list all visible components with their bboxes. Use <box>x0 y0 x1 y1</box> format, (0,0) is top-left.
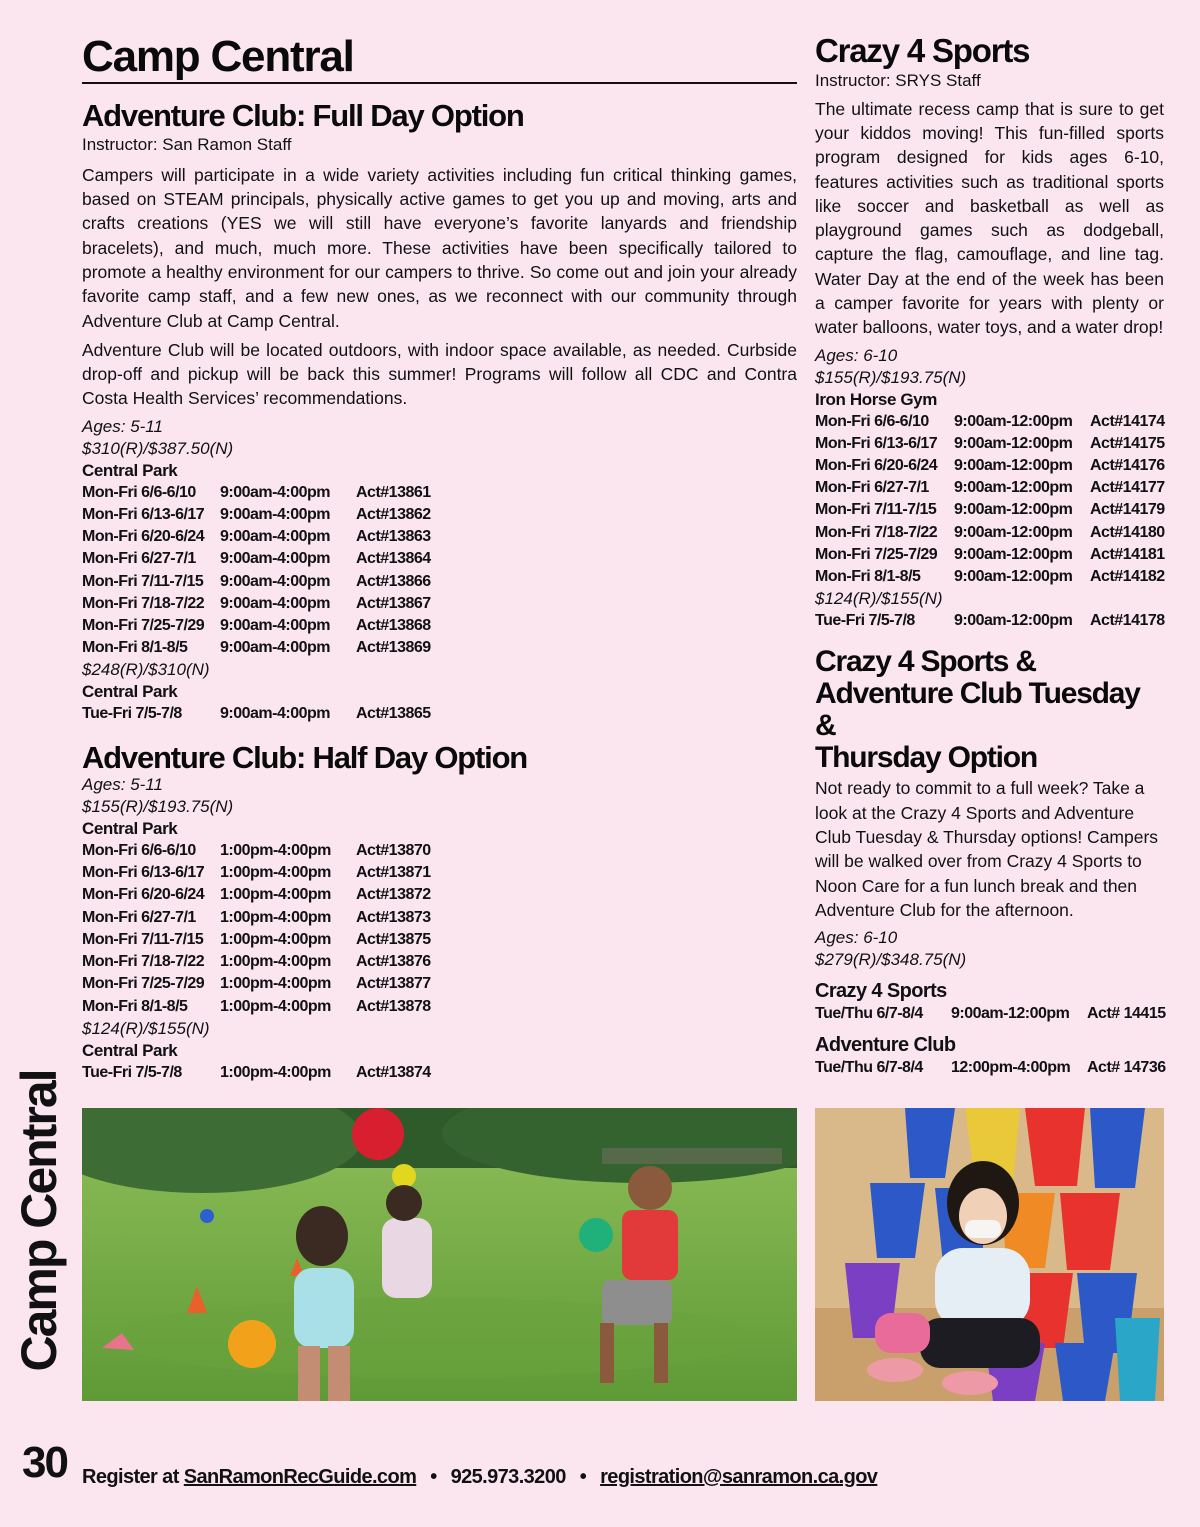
footer-bullet: • <box>579 1466 587 1488</box>
crazy-sports-description: The ultimate recess camp that is sure to get your kiddos moving! This fun-filled sports program designed for kids ages 6-10, features activities such as traditional sports like soccer and basketball as well as playground games such as dodgeball, capture the flag, camouflage, and line tag. Water Day at the end of the week has been a camper favorite for years with plenty or water balloons, water toys, and a water drop! <box>815 98 1164 338</box>
half-day-title: Adventure Club: Half Day Option <box>82 739 528 775</box>
schedule-row: Mon-Fri 7/18-7/22 1:00pm-4:00pm Act#13876 <box>82 953 431 971</box>
schedule-row: Mon-Fri 7/25-7/29 9:00am-4:00pm Act#13868 <box>82 616 431 634</box>
schedule-row: Mon-Fri 7/18-7/22 9:00am-4:00pm Act#13867 <box>82 594 431 612</box>
schedule-row: Mon-Fri 6/6-6/10 9:00am-12:00pm Act#14174 <box>815 412 1165 430</box>
half-day-ages: Ages: 5-11 <box>82 775 163 795</box>
cups-stacking-photo <box>815 1108 1164 1401</box>
combo-title-line: Adventure Club Tuesday & <box>815 677 1140 743</box>
combo-title-line: Crazy 4 Sports & <box>815 645 1036 679</box>
schedule-row: Mon-Fri 7/11-7/15 9:00am-4:00pm Act#13866 <box>82 572 431 590</box>
schedule-row: Mon-Fri 6/20-6/24 1:00pm-4:00pm Act#13872 <box>82 886 431 904</box>
crazy-sports-location: Iron Horse Gym <box>815 389 937 409</box>
schedule-row: Mon-Fri 6/20-6/24 9:00am-12:00pm Act#14176 <box>815 457 1165 475</box>
schedule-row: Mon-Fri 6/20-6/24 9:00am-4:00pm Act#13863 <box>82 528 431 546</box>
crazy-sports-ages: Ages: 6-10 <box>815 345 898 365</box>
half-day-price: $155(R)/$193.75(N) <box>82 797 234 817</box>
schedule-row: Mon-Fri 7/18-7/22 9:00am-12:00pm Act#14180 <box>815 523 1165 541</box>
footer-register-label: Register at <box>82 1466 179 1488</box>
footer-bullet: • <box>430 1466 437 1488</box>
schedule-row: Mon-Fri 6/27-7/1 9:00am-12:00pm Act#14177 <box>815 479 1165 497</box>
half-day-location: Central Park <box>82 819 178 839</box>
full-day-instructor: Instructor: San Ramon Staff <box>82 134 292 154</box>
full-day-short-price: $248(R)/$310(N) <box>82 660 210 680</box>
page-number: 30 <box>22 1438 67 1487</box>
half-day-schedule <box>82 840 797 1018</box>
schedule-row: Mon-Fri 6/13-6/17 9:00am-4:00pm Act#13862 <box>82 505 431 523</box>
schedule-row: Mon-Fri 6/6-6/10 1:00pm-4:00pm Act#13870 <box>82 842 431 860</box>
left-column <box>82 34 797 1084</box>
combo-sub-crazy-sports: Crazy 4 Sports <box>815 980 947 1003</box>
kids-playing-illustration <box>82 1108 797 1401</box>
full-day-title: Adventure Club: Full Day Option <box>82 98 524 134</box>
full-day-short-location: Central Park <box>82 682 178 702</box>
schedule-row: Mon-Fri 7/25-7/29 9:00am-12:00pm Act#14181 <box>815 545 1165 563</box>
combo-price: $279(R)/$348.75(N) <box>815 950 967 970</box>
schedule-row: Tue/Thu 6/7-8/4 9:00am-12:00pm Act# 14415 <box>815 1005 1166 1023</box>
full-day-location-note: Adventure Club will be located outdoors, with indoor space available, as needed. Curbside drop-off and pickup will be back this summer! Programs will follow all CDC and Contra Costa Health Services’ recommendations. <box>82 339 797 409</box>
schedule-row: Mon-Fri 7/25-7/29 1:00pm-4:00pm Act#13877 <box>82 975 431 993</box>
side-tab-label: Camp Central <box>11 1070 67 1372</box>
combo-title-line: Thursday Option <box>815 741 1038 775</box>
schedule-row: Mon-Fri 8/1-8/5 9:00am-12:00pm Act#14182 <box>815 568 1165 586</box>
full-day-ages: Ages: 5-11 <box>82 416 163 436</box>
schedule-row: Mon-Fri 6/6-6/10 9:00am-4:00pm Act#13861 <box>82 483 431 501</box>
schedule-row: Mon-Fri 8/1-8/5 1:00pm-4:00pm Act#13878 <box>82 997 431 1015</box>
schedule-row: Mon-Fri 7/11-7/15 1:00pm-4:00pm Act#13875 <box>82 930 431 948</box>
crazy-sports-title: Crazy 4 Sports <box>815 32 1030 69</box>
footer <box>82 1466 877 1489</box>
schedule-row: Mon-Fri 8/1-8/5 9:00am-4:00pm Act#13869 <box>82 639 431 657</box>
full-day-price: $310(R)/$387.50(N) <box>82 438 234 458</box>
footer-website-link[interactable]: SanRamonRecGuide.com <box>183 1466 417 1488</box>
combo-description: Not ready to commit to a full week? Take a look at the Crazy 4 Sports and Adventure Club Tuesday & Thursday options! Campers will be walked over from Crazy 4 Sports to Noon Care for a fun lunch break and then Adventure Club for the afternoon. <box>815 778 1159 920</box>
combo-ages: Ages: 6-10 <box>815 928 898 948</box>
crazy-sports-schedule <box>815 411 1164 589</box>
full-day-description: Campers will participate in a wide variety activities including fun critical thinking games, based on STEAM principals, physically active games to get you up and moving, arts and crafts creations (YES we will still have everyone’s favorite lanyards and friendship bracelets), and much, much more. These activities have been specifically tailored to promote a healthy environment for our campers to thrive. So come out and join your already favorite camp staff, and a few new ones, as we reconnect with our community through Adventure Club at Camp Central. <box>82 164 797 331</box>
half-day-short-location: Central Park <box>82 1040 178 1060</box>
schedule-row: Tue-Fri 7/5-7/8 9:00am-12:00pm Act#14178 <box>815 612 1165 630</box>
crazy-sports-instructor: Instructor: SRYS Staff <box>815 70 981 90</box>
crazy-sports-price: $155(R)/$193.75(N) <box>815 367 967 387</box>
cups-stacking-illustration <box>815 1108 1164 1401</box>
schedule-row: Mon-Fri 6/27-7/1 9:00am-4:00pm Act#13864 <box>82 550 431 568</box>
schedule-row: Mon-Fri 7/11-7/15 9:00am-12:00pm Act#14179 <box>815 501 1165 519</box>
footer-email-link[interactable]: registration@sanramon.ca.gov <box>600 1466 878 1488</box>
schedule-row: Tue-Fri 7/5-7/8 9:00am-4:00pm Act#13865 <box>82 705 431 723</box>
footer-phone: 925.973.3200 <box>450 1466 566 1488</box>
schedule-row: Tue/Thu 6/7-8/4 12:00pm-4:00pm Act# 14736 <box>815 1059 1166 1077</box>
right-column <box>815 34 1164 1080</box>
kids-playing-photo <box>82 1108 797 1401</box>
schedule-row: Mon-Fri 6/27-7/1 1:00pm-4:00pm Act#13873 <box>82 908 431 926</box>
side-tab <box>8 1068 70 1374</box>
schedule-row: Mon-Fri 6/13-6/17 1:00pm-4:00pm Act#13871 <box>82 864 431 882</box>
schedule-row: Mon-Fri 6/13-6/17 9:00am-12:00pm Act#14175 <box>815 434 1165 452</box>
combo-sub-adventure-club: Adventure Club <box>815 1034 956 1057</box>
half-day-short-price: $124(R)/$155(N) <box>82 1018 210 1038</box>
schedule-row: Tue-Fri 7/5-7/8 1:00pm-4:00pm Act#13874 <box>82 1063 431 1081</box>
page-title: Camp Central <box>82 34 797 84</box>
combo-title <box>815 646 1164 774</box>
full-day-location: Central Park <box>82 460 178 480</box>
crazy-sports-short-price: $124(R)/$155(N) <box>815 589 943 609</box>
full-day-schedule <box>82 482 797 660</box>
